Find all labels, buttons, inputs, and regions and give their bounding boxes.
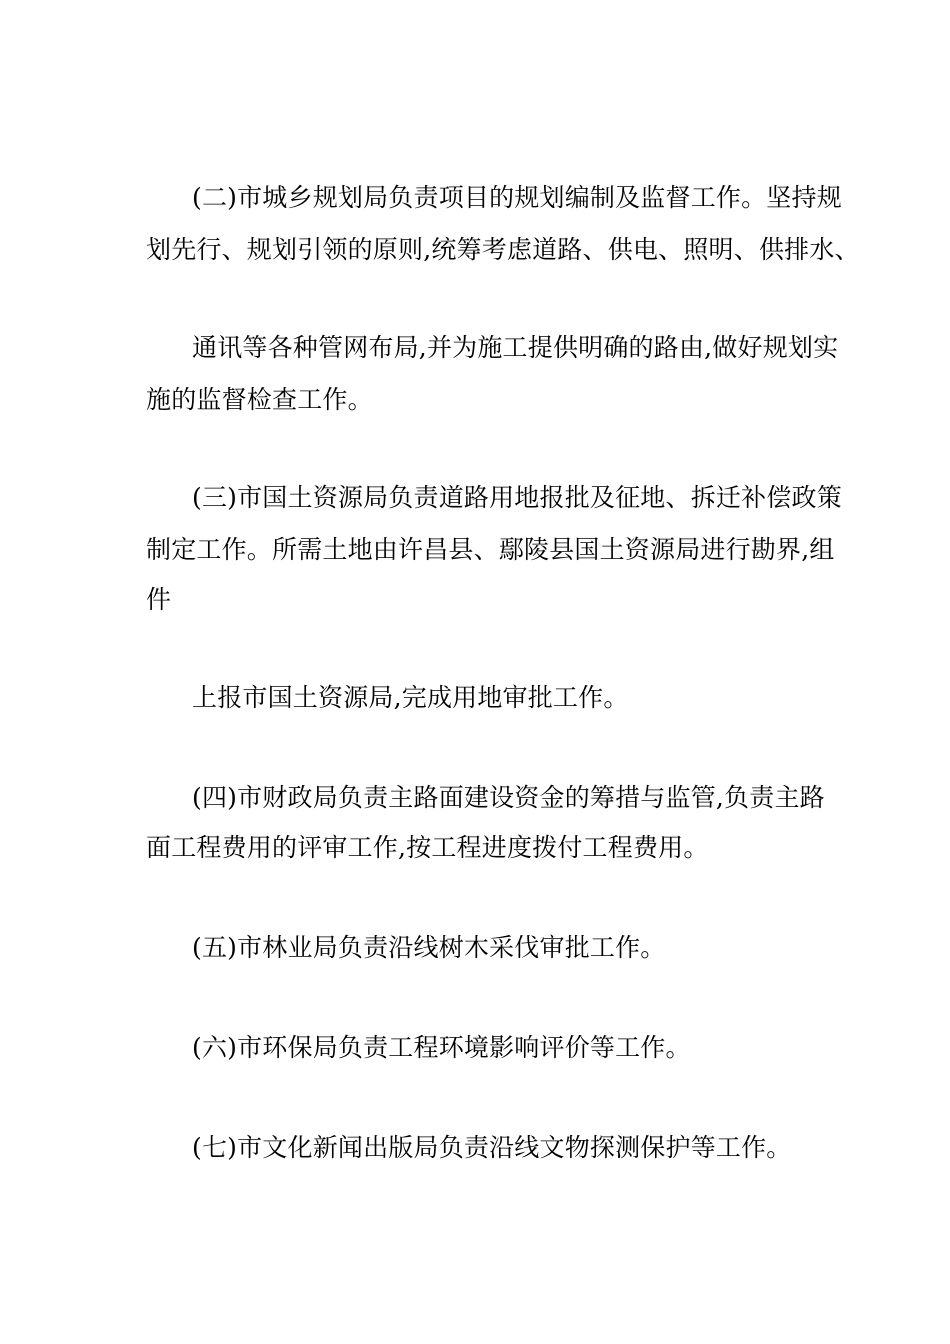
paragraph-5-line-1: (五)市林业局负责沿线树木采伐审批工作。 (192, 933, 666, 962)
paragraph-2b-line-2: 施的监督检查工作。 (146, 385, 373, 414)
paragraph-3b-line-1: 上报市国土资源局,完成用地审批工作。 (192, 683, 629, 712)
paragraph-3-line-1: (三)市国土资源局负责道路用地报批及征地、拆迁补偿政策 (192, 483, 842, 512)
paragraph-4-line-2: 面工程费用的评审工作,按工程进度拨付工程费用。 (146, 833, 709, 862)
paragraph-3-line-2: 制定工作。所需土地由许昌县、鄢陵县国土资源局进行勘界,组 (146, 535, 835, 564)
paragraph-6-line-1: (六)市环保局负责工程环境影响评价等工作。 (192, 1033, 691, 1062)
paragraph-3-line-3: 件 (146, 585, 172, 614)
paragraph-7-line-1: (七)市文化新闻出版局负责沿线文物探测保护等工作。 (192, 1133, 792, 1162)
paragraph-2b-line-1: 通讯等各种管网布局,并为施工提供明确的路由,做好规划实 (192, 333, 839, 362)
paragraph-2-line-2: 划先行、规划引领的原则,统筹考虑道路、供电、照明、供排水、 (146, 235, 860, 264)
paragraph-4-line-1: (四)市财政局负责主路面建设资金的筹措与监管,负责主路 (192, 783, 825, 812)
paragraph-2-line-1: (二)市城乡规划局负责项目的规划编制及监督工作。坚持规 (192, 183, 842, 212)
